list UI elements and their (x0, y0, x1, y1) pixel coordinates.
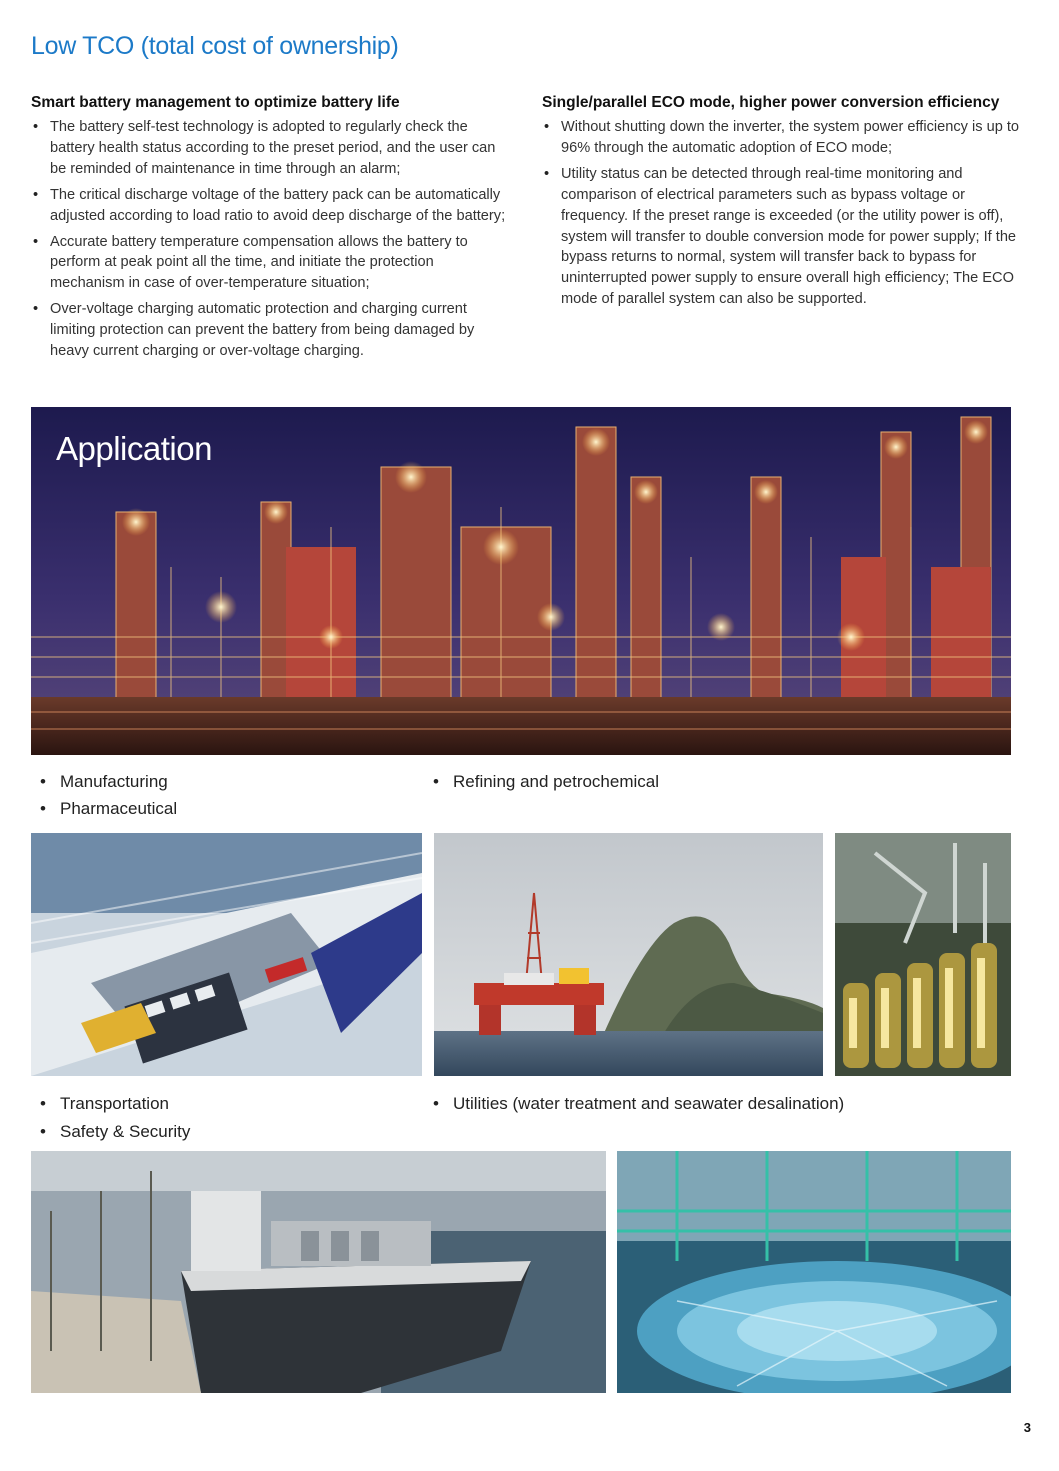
application-list-left-1 (40, 772, 400, 819)
battery-list (31, 117, 506, 362)
battery-item: • Over-voltage charging automatic protection and charging current limiting protection can prevent the battery from being damaged by heavy current charging or over-voltage charging. (31, 299, 506, 362)
pharmaceutical-bottles-image (835, 833, 1011, 1076)
page-number: 3 (1023, 1420, 1031, 1435)
water-treatment-image (617, 1151, 1011, 1393)
battery-item: • Accurate battery temperature compensation allows the battery to perform at peak point all the time, and initiate the protection mechanism in case of over-temperature situation; (31, 232, 506, 295)
battery-item: • The battery self-test technology is adopted to regularly check the battery health status according to the preset period, and the user can be reminded of maintenance in time through an alarm; (31, 117, 506, 180)
application-item: • Pharmaceutical (40, 799, 400, 819)
battery-heading: Smart battery management to optimize battery life (31, 94, 400, 111)
manufacturing-machine-image (31, 833, 422, 1076)
application-item: • Manufacturing (40, 772, 400, 792)
application-item: • Safety & Security (40, 1122, 400, 1142)
application-list-right-2 (433, 1094, 1003, 1114)
application-item: • Refining and petrochemical (433, 772, 993, 792)
eco-heading: Single/parallel ECO mode, higher power conversion efficiency (542, 94, 1000, 111)
offshore-platform-image (434, 833, 823, 1076)
eco-list (542, 117, 1020, 310)
battery-item: • The critical discharge voltage of the battery pack can be automatically adjusted according to load ratio to avoid deep discharge of the battery; (31, 185, 506, 227)
battery-section (31, 94, 506, 367)
eco-item: • Without shutting down the inverter, the system power efficiency is up to 96% through the automatic adoption of ECO mode; (542, 117, 1020, 159)
page-title: Low TCO (total cost of ownership) (31, 32, 399, 60)
application-list-right-1 (433, 772, 993, 792)
application-title: Application (56, 430, 212, 467)
eco-item: • Utility status can be detected through real-time monitoring and comparison of electrical parameters such as bypass voltage or frequency. If the preset range is exceeded (or the utility power is off), system will transfer to double conversion mode for power supply; If the bypass returns to normal, system will transfer back to bypass for uninterrupted power supply to ensure overall high efficiency; The ECO mode of parallel system can also be supported. (542, 164, 1020, 310)
application-item: • Utilities (water treatment and seawater desalination) (433, 1094, 1003, 1114)
tanker-ship-port-image (31, 1151, 606, 1393)
application-item: • Transportation (40, 1094, 400, 1114)
application-list-left-2 (40, 1094, 400, 1142)
eco-section (542, 94, 1020, 315)
